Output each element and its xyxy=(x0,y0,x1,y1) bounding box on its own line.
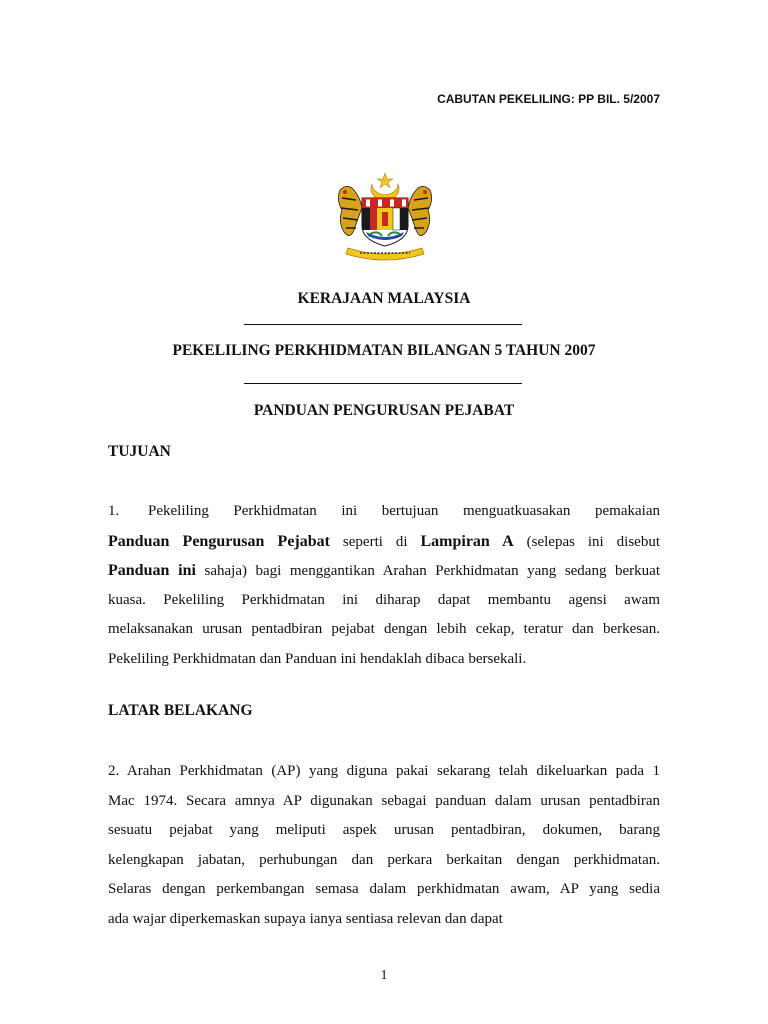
paragraph-line: Pekeliling Perkhidmatan dan Panduan ini hendaklah dibaca bersekali. xyxy=(108,650,527,667)
paragraph-2 xyxy=(108,757,660,934)
government-title: KERAJAAN MALAYSIA xyxy=(297,290,471,307)
page-number: 1 xyxy=(380,968,388,983)
subject-title: PANDUAN PENGURUSAN PEJABAT xyxy=(253,402,515,419)
paragraph-line xyxy=(108,527,660,557)
paragraph-line xyxy=(108,497,660,527)
paragraph-line: 2. Arahan Perkhidmatan (AP) yang diguna pakai sekarang telah dikeluarkan pada 1 xyxy=(108,763,660,779)
document-reference: CABUTAN PEKELILING: PP BIL. 5/2007 xyxy=(437,92,660,106)
circular-title: PEKELILING PERKHIDMATAN BILANGAN 5 TAHUN 2007 xyxy=(172,342,596,359)
title-divider xyxy=(244,324,522,325)
paragraph-line xyxy=(108,556,660,586)
paragraph-line: kelengkapan jabatan, perhubungan dan perkara berkaitan dengan perkhidmatan. xyxy=(108,851,660,868)
paragraph-line: ada wajar diperkemaskan supaya ianya sentiasa relevan dan dapat xyxy=(108,910,503,927)
paragraph-line: kuasa. Pekeliling Perkhidmatan ini diharap dapat membantu agensi awam xyxy=(108,591,660,608)
bold-term: Panduan ini xyxy=(108,562,196,579)
bold-term: Lampiran A xyxy=(420,532,514,550)
malaysia-coat-of-arms-icon xyxy=(330,170,440,262)
paragraph-text: (selepas ini disebut xyxy=(513,533,660,550)
section-heading-latar-belakang: LATAR BELAKANG xyxy=(108,702,253,719)
paragraph-line: Selaras dengan perkembangan semasa dalam perkhidmatan awam, AP yang sedia xyxy=(108,881,660,897)
section-heading-tujuan: TUJUAN xyxy=(108,443,171,460)
paragraph-line: melaksanakan urusan pentadbiran pejabat dengan lebih cekap, teratur dan berkesan. xyxy=(108,621,660,637)
paragraph-line: Mac 1974. Secara amnya AP digunakan sebagai panduan dalam urusan pentadbiran xyxy=(108,792,660,809)
paragraph-text: sahaja) bagi menggantikan Arahan Perkhidmatan yang sedang berkuat xyxy=(195,563,660,579)
paragraph-line: sesuatu pejabat yang meliputi aspek urusan pentadbiran, dokumen, barang xyxy=(108,822,660,838)
paragraph-text: seperti di xyxy=(329,533,421,550)
paragraph-1 xyxy=(108,497,660,674)
paragraph-text: Pekeliling Perkhidmatan ini bertujuan menguatkuasakan pemakaian xyxy=(148,503,660,519)
title-divider xyxy=(244,383,522,384)
bold-term: Panduan Pengurusan Pejabat xyxy=(108,532,330,550)
paragraph-number: 1. xyxy=(108,503,120,519)
